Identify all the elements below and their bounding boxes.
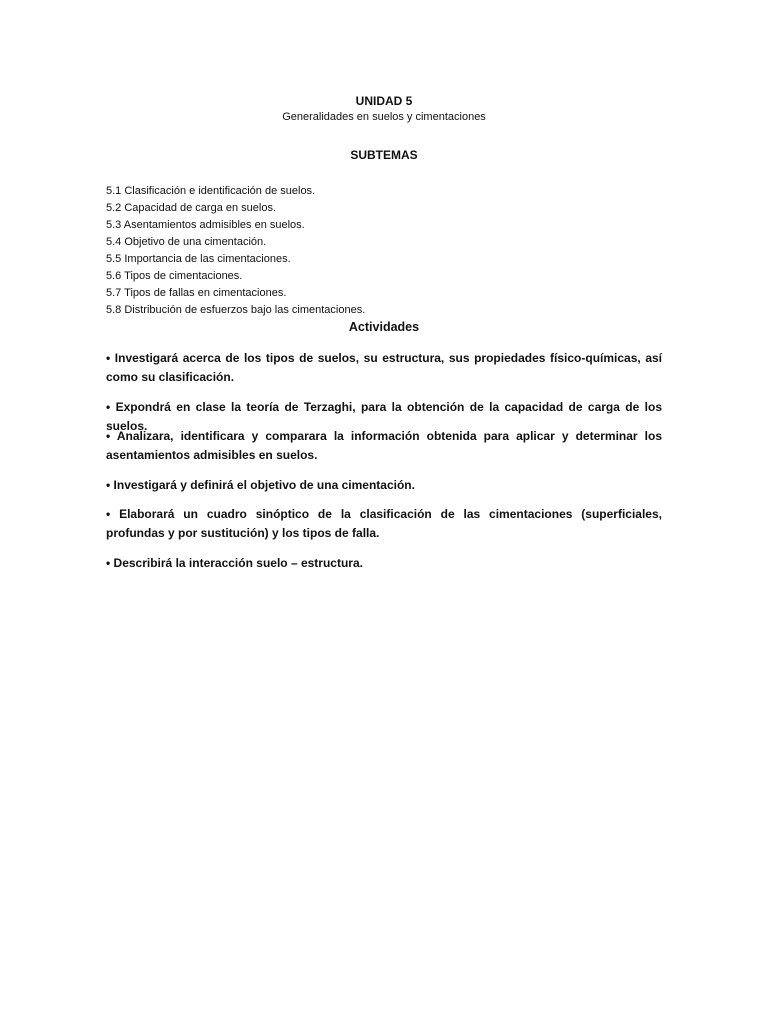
actividad-item: • Investigará acerca de los tipos de suelos, su estructura, sus propiedades físico-químicas, así como su clasificación. [106,351,662,384]
subtema-item: 5.8 Distribución de esfuerzos bajo las cimentaciones. [106,304,366,316]
actividad-item: • Describirá la interacción suelo – estructura. [106,556,363,570]
subtema-item: 5.3 Asentamientos admisibles en suelos. [106,219,305,231]
subtema-item: 5.2 Capacidad de carga en suelos. [106,202,277,214]
actividad-item: • Investigará y definirá el objetivo de una cimentación. [106,478,415,492]
subtema-item: 5.6 Tipos de cimentaciones. [106,270,243,282]
subtema-item: 5.1 Clasificación e identificación de suelos. [106,185,316,197]
subtemas-list [106,183,662,319]
unit-subtitle: Generalidades en suelos y cimentaciones [282,111,486,123]
actividad-item: • Analizara, identificara y comparara la información obtenida para aplicar y determinar los asentamientos admisibles en suelos. [106,429,662,462]
unit-title: UNIDAD 5 [355,94,413,108]
subtema-item: 5.7 Tipos de fallas en cimentaciones. [106,287,287,299]
subtema-item: 5.4 Objetivo de una cimentación. [106,236,267,248]
actividad-item: • Expondrá en clase la teoría de Terzaghi, para la obtención de la capacidad de carga de los suelos. [106,400,662,433]
subtema-item: 5.5 Importancia de las cimentaciones. [106,253,291,265]
document-page [106,0,662,1024]
actividad-item: • Elaborará un cuadro sinóptico de la clasificación de las cimentaciones (superficiales, profundas y por sustitución) y los tipos de falla. [106,507,662,540]
actividades-heading: Actividades [348,320,420,334]
subtemas-heading: SUBTEMAS [350,148,418,162]
